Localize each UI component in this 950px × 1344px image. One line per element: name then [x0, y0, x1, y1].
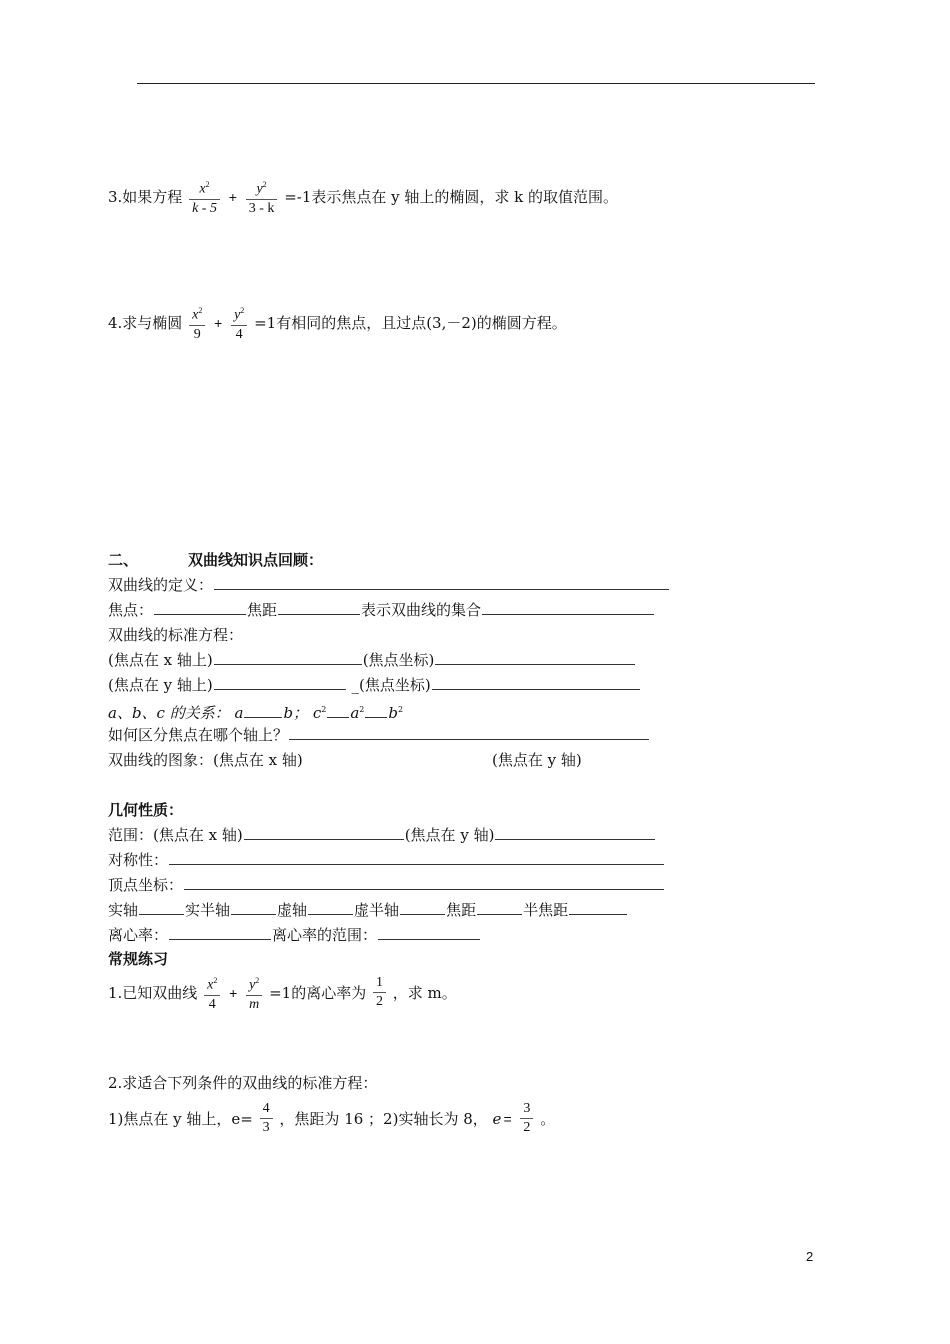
section-2-heading: 二、 双曲线知识点回顾：	[108, 551, 324, 569]
q4-suffix: 有相同的焦点，且过点(3,－2)的椭圆方程。	[276, 314, 567, 333]
q3-fraction-1: $\frac{x^2}{k - 5}$	[189, 176, 220, 218]
q3-prefix: 3.如果方程	[108, 188, 183, 207]
p2-fraction-1: $\frac{4}{3}$	[260, 1100, 273, 1137]
p1-fraction-2: $\frac{y^2}{m}$	[246, 972, 262, 1014]
graph-line: 双曲线的图象：(焦点在 x 轴)	[108, 751, 303, 769]
definition-line: 双曲线的定义：	[108, 575, 670, 595]
q4-fraction-1: $\frac{x^2}{9}$	[189, 302, 205, 344]
q3-fraction-2: $\frac{y^2}{3 - k}$	[246, 176, 278, 218]
header-rule	[137, 83, 815, 84]
x-axis-focus-line: (焦点在 x 轴上) (焦点坐标)	[108, 650, 636, 670]
focus-line: 焦点： 焦距 表示双曲线的集合	[108, 600, 655, 620]
q4-fraction-2: $\frac{y^2}{4}$	[231, 302, 247, 344]
practice-1: 1.已知双曲线 $\frac{x^2}{4}$ + $\frac{y^2}{m}$ =1的离心率为 $\frac{1}{2}$ ，求 m。	[108, 972, 457, 1014]
q4-prefix: 4.求与椭圆	[108, 314, 183, 333]
geometry-heading: 几何性质：	[108, 801, 184, 819]
p2-fraction-2: $\frac{3}{2}$	[520, 1100, 533, 1137]
abc-relation-line: a、b、c 的关系： a b； $c^2$ $a^2$ $b^2$	[108, 704, 404, 722]
p1-fraction-3: $\frac{1}{2}$	[373, 974, 386, 1011]
vertex-line: 顶点坐标：	[108, 875, 665, 895]
distinguish-line: 如何区分焦点在哪个轴上？	[108, 725, 650, 745]
q4-rhs: =1	[254, 313, 277, 332]
range-line: 范围：(焦点在 x 轴) (焦点在 y 轴)	[108, 825, 656, 845]
question-3	[108, 176, 618, 218]
practice-2-line-2: 1)焦点在 y 轴上，e= $\frac{4}{3}$ ，焦距为 16 ；2)实轴长为 8， e = $\frac{3}{2}$ 。	[108, 1101, 556, 1135]
standard-equation-line: 双曲线的标准方程：	[108, 626, 244, 644]
graph-y-label: (焦点在 y 轴)	[492, 751, 582, 769]
practice-heading: 常规练习	[108, 950, 169, 968]
question-4	[108, 302, 567, 344]
y-axis-focus-line: (焦点在 y 轴上) _(焦点坐标)	[108, 675, 641, 695]
p1-fraction-1: $\frac{x^2}{4}$	[204, 972, 220, 1014]
page-number: 2	[806, 1249, 814, 1264]
q3-suffix: 表示焦点在 y 轴上的椭圆，求 k 的取值范围。	[311, 188, 619, 207]
symmetry-line: 对称性：	[108, 850, 665, 870]
axes-line: 实轴 实半轴 虚轴 虚半轴 焦距 半焦距	[108, 900, 628, 920]
eccentricity-line: 离心率： 离心率的范围：	[108, 925, 481, 945]
q3-rhs: =-1	[284, 187, 312, 206]
practice-2-line-1: 2.求适合下列条件的双曲线的标准方程：	[108, 1074, 378, 1092]
q3-plus: +	[228, 188, 237, 205]
q4-plus: +	[214, 314, 223, 331]
